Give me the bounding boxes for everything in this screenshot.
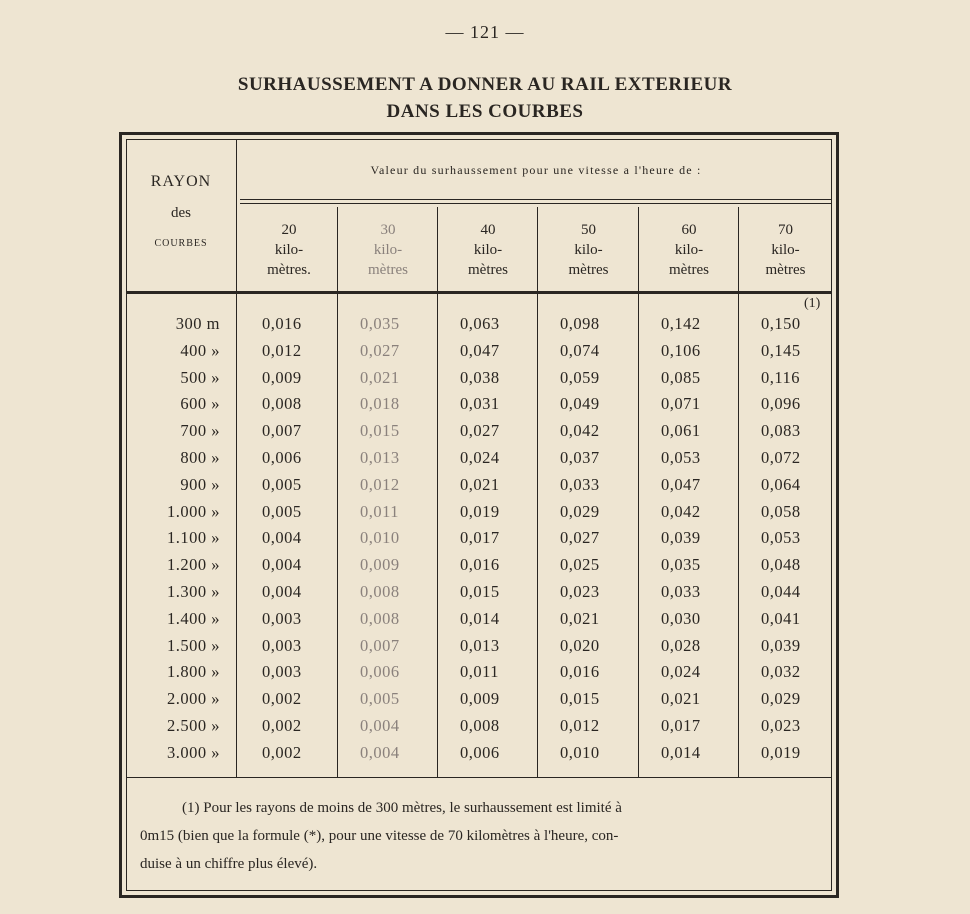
speed-header [338,220,438,280]
value-cell: 0,010 [560,742,600,762]
value-cell: 0,027 [360,340,400,360]
rayon-cell: 3.000 » [167,742,220,762]
value-cell: 0,004 [360,716,400,735]
column-divider [337,207,338,777]
value-cell: 0,009 [360,555,400,575]
value-cell: 0,021 [360,367,400,387]
value-cell: 0,012 [262,340,302,360]
value-cell: 0,047 [460,340,500,360]
value-cell: 0,023 [560,582,600,601]
value-cell: 0,006 [360,662,400,682]
value-cell: 0,083 [761,421,801,441]
value-cell: 0,021 [460,474,500,494]
value-cell: 0,064 [761,474,801,494]
value-cell: 0,053 [661,448,701,467]
header-body-divider [126,291,832,294]
value-cell: 0,063 [460,314,500,333]
value-cell: 0,008 [360,582,400,601]
rayon-cell: 1.400 » [167,608,220,628]
speed-header [639,220,739,280]
value-cell: 0,013 [360,448,400,467]
speed-header-value: 30 [380,222,396,238]
value-cell: 0,003 [262,608,302,628]
value-cell: 0,042 [560,421,600,441]
speed-header-unit2: mètres [568,262,609,278]
value-cell: 0,106 [661,340,701,360]
value-cell: 0,032 [761,662,801,682]
rayon-cell: 300 m [175,314,220,333]
rayon-cell: 900 » [180,474,220,494]
rayon-cell: 1.000 » [167,501,220,521]
column-divider-rayon [236,139,237,777]
value-cell: 0,027 [460,421,500,441]
title-line-2: DANS LES COURBES [386,101,584,122]
value-cell: 0,002 [262,689,302,709]
value-cell: 0,004 [262,528,302,548]
table-bottom-rule [126,777,832,778]
value-cell: 0,019 [761,742,801,762]
speed-header [739,220,832,280]
value-cell: 0,017 [661,716,701,735]
speed-header-unit2: mètres [765,262,806,278]
value-cell: 0,071 [661,394,701,414]
speed-header-value: 40 [480,222,496,238]
value-cell: 0,016 [262,314,302,333]
footnote [140,794,820,878]
value-cell: 0,007 [262,421,302,441]
value-cell: 0,058 [761,501,801,521]
value-cell: 0,059 [560,367,600,387]
value-cell: 0,033 [560,474,600,494]
value-cell: 0,008 [360,608,400,628]
value-cell: 0,072 [761,448,801,467]
value-cell: 0,030 [661,608,701,628]
value-cell: 0,011 [360,501,400,521]
speed-header-value: 70 [778,222,793,238]
value-cell: 0,021 [661,689,701,709]
speed-header-unit2: mètres [368,262,408,278]
value-cell: 0,002 [262,742,302,762]
speed-header [538,220,639,280]
value-cell: 0,024 [460,448,500,467]
rayon-cell: 800 » [180,448,220,467]
value-cell: 0,025 [560,555,600,575]
value-cell: 0,049 [560,394,600,414]
footnote-text-1: (1) Pour les rayons de moins de 300 mètres, le surhaussement est limité à [182,800,622,816]
value-cell: 0,020 [560,635,600,655]
rayon-cell: 600 » [180,394,220,414]
value-cell: 0,027 [560,528,600,548]
value-cell: 0,035 [360,314,400,333]
value-cell: 0,029 [560,501,600,521]
value-cell: 0,018 [360,394,400,414]
value-cell: 0,007 [360,635,400,655]
rayon-cell: 2.500 » [167,716,220,735]
value-cell: 0,038 [460,367,500,387]
value-cell: 0,015 [360,421,400,441]
value-cell: 0,004 [262,582,302,601]
value-cell: 0,016 [460,555,500,575]
footnote-line-2: 0m15 (bien que la formule (*), pour une vitesse de 70 kilomètres à l'heure, con- [140,828,619,844]
value-cell: 0,003 [262,635,302,655]
value-cell: 0,021 [560,608,600,628]
value-cell: 0,145 [761,340,801,360]
value-cell: 0,012 [560,716,600,735]
value-cell: 0,024 [661,662,701,682]
value-cell: 0,085 [661,367,701,387]
speed-header-unit1: kilo- [674,242,704,258]
rayon-cell: 500 » [180,367,220,387]
header-divider [240,199,832,200]
value-cell: 0,039 [761,635,801,655]
value-cell: 0,014 [661,742,701,762]
speed-header [438,220,538,280]
value-cell: 0,013 [460,635,500,655]
value-cell: 0,031 [460,394,500,414]
value-cell: 0,006 [262,448,302,467]
value-cell: 0,023 [761,716,801,735]
value-cell: 0,015 [560,689,600,709]
value-cell: 0,011 [460,662,500,682]
value-cell: 0,039 [661,528,701,548]
value-cell: 0,150 [761,314,801,333]
speed-header [240,220,338,280]
rayon-header-word-1: RAYON [150,173,212,190]
page-number: — 121 — [445,22,525,42]
value-cell: 0,116 [761,367,801,387]
rayon-header-word-3: COURBES [154,238,208,249]
speed-header-unit1: kilo- [771,242,800,258]
speed-header-value: 60 [681,222,697,238]
rayon-header-word-2: des [171,205,191,221]
value-cell: 0,096 [761,394,801,414]
speed-header-unit2: mètres. [267,262,311,278]
column-divider [638,207,639,777]
value-cell: 0,002 [262,716,302,735]
speed-header-unit2: mètres [468,262,508,278]
value-cell: 0,008 [262,394,302,414]
value-cell: 0,142 [661,314,701,333]
value-cell: 0,010 [360,528,400,548]
value-cell: 0,015 [460,582,500,601]
column-divider [738,207,739,777]
value-cell: 0,042 [661,501,701,521]
column-divider [437,207,438,777]
footnote-line-1 [140,794,820,822]
value-cell: 0,033 [661,582,701,601]
value-cell: 0,098 [560,314,600,333]
rayon-cell: 1.300 » [167,582,220,601]
footnote-line-3: duise à un chiffre plus élevé). [140,856,318,872]
value-cell: 0,009 [262,367,302,387]
value-cell: 0,044 [761,582,801,601]
value-cell: 0,047 [661,474,701,494]
rayon-cell: 400 » [180,340,220,360]
value-cell: 0,041 [761,608,801,628]
rayon-cell: 1.800 » [167,662,220,682]
value-cell: 0,005 [262,501,302,521]
value-cell: 0,005 [360,689,400,709]
value-cell: 0,019 [460,501,500,521]
value-cell: 0,005 [262,474,302,494]
speed-header-unit1: kilo- [473,242,503,258]
value-cell: 0,061 [661,421,701,441]
value-cell: 0,014 [460,608,500,628]
value-cell: 0,009 [460,689,500,709]
speed-header-unit1: kilo- [373,242,403,258]
value-cell: 0,028 [661,635,701,655]
rayon-cell: 1.200 » [167,555,220,575]
value-cell: 0,035 [661,555,701,575]
value-cell: 0,003 [262,662,302,682]
rayon-cell: 1.100 » [167,528,220,548]
value-cell: 0,008 [460,716,500,735]
value-cell: 0,016 [560,662,600,682]
value-cell: 0,004 [360,742,400,762]
speed-header-value: 50 [581,222,596,238]
value-cell: 0,048 [761,555,801,575]
header-divider-2 [240,203,832,204]
speed-header-value: 20 [281,222,297,238]
column-divider [537,207,538,777]
speed-header-unit1: kilo- [574,242,603,258]
speed-header-unit2: mètres [669,262,709,278]
value-cell: 0,053 [761,528,801,548]
value-cell: 0,006 [460,742,500,762]
rayon-cell: 1.500 » [167,635,220,655]
rayon-cell: 2.000 » [167,689,220,709]
valeur-header: Valeur du surhaussement pour une vitesse a l'heure de : [370,163,702,177]
value-cell: 0,004 [262,555,302,575]
rayon-cell: 700 » [180,421,220,441]
value-cell: 0,029 [761,689,801,709]
value-cell: 0,017 [460,528,500,548]
speed-header-unit1: kilo- [274,242,304,258]
footnote-marker: (1) [804,296,821,311]
value-cell: 0,074 [560,340,600,360]
value-cell: 0,037 [560,448,600,467]
title-line-1: SURHAUSSEMENT A DONNER AU RAIL EXTERIEUR [237,74,733,95]
value-cell: 0,012 [360,474,400,494]
